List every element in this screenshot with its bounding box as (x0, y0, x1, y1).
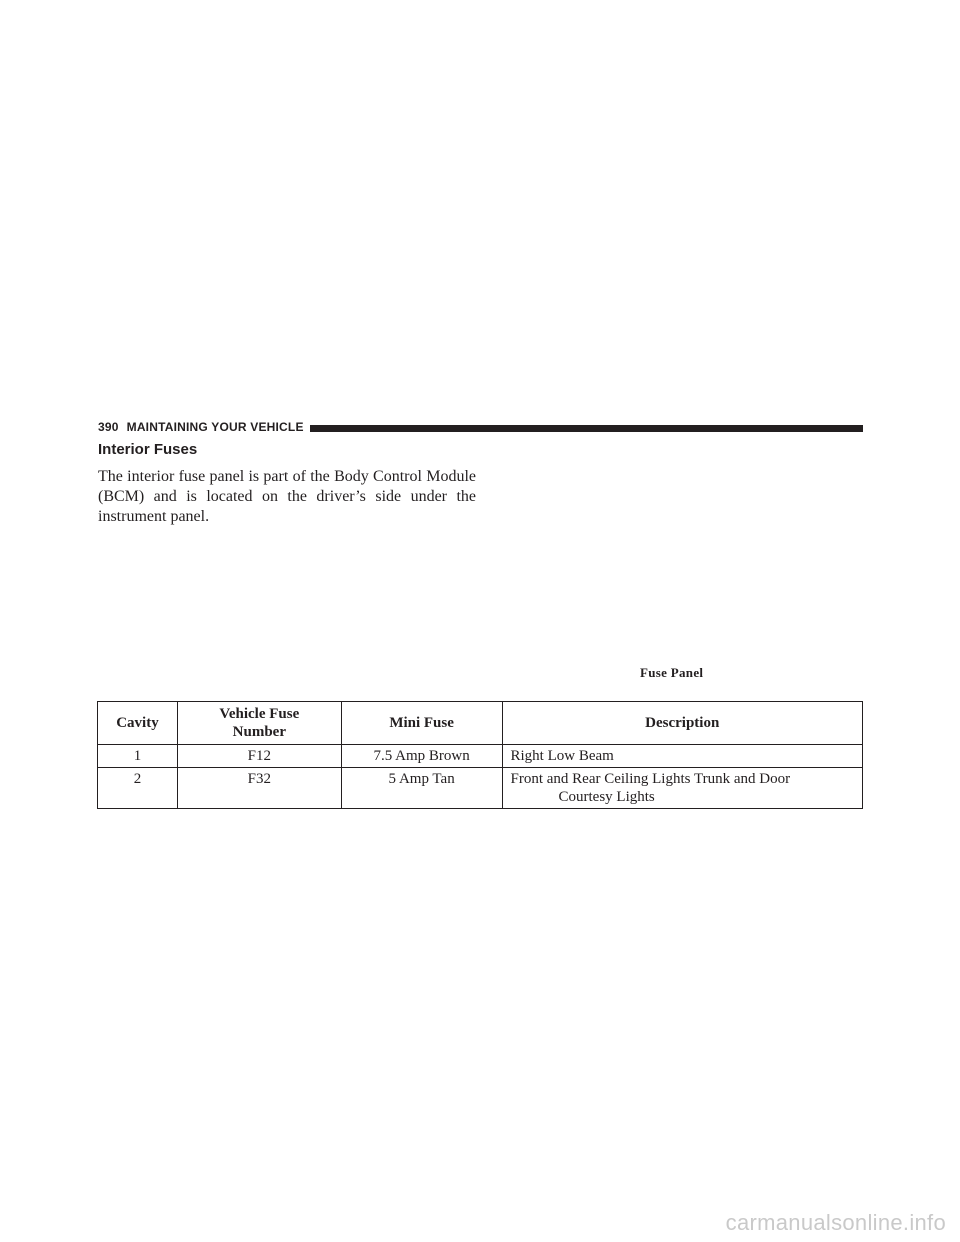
column-header-description: Description (502, 702, 863, 745)
section-title: MAINTAINING YOUR VEHICLE (126, 420, 304, 434)
header-rule (310, 425, 863, 432)
watermark: carmanualsonline.info (725, 1210, 946, 1235)
fuse-panel-figure (500, 440, 863, 660)
column-header-vehicle-fuse-line2: Number (232, 724, 286, 740)
cell-description-line2: Courtesy Lights (558, 789, 655, 805)
cell-description-line1: Front and Rear Ceiling Lights Trunk and Door (510, 771, 791, 787)
table-row (98, 768, 863, 809)
column-header-mini-fuse: Mini Fuse (341, 702, 502, 745)
figure-caption: Fuse Panel (640, 665, 704, 680)
cell-description (502, 745, 863, 768)
table-header-row (98, 702, 863, 745)
cell-mini-fuse: 7.5 Amp Brown (341, 745, 502, 768)
cell-mini-fuse: 5 Amp Tan (341, 768, 502, 809)
column-header-cavity: Cavity (98, 702, 178, 745)
cell-cavity: 1 (98, 745, 178, 768)
cell-description (502, 768, 863, 809)
cell-cavity: 2 (98, 768, 178, 809)
cell-vehicle-fuse: F32 (177, 768, 341, 809)
cell-description-line1: Right Low Beam (510, 748, 614, 764)
fuse-table (97, 701, 863, 809)
column-header-vehicle-fuse (177, 702, 341, 745)
column-header-vehicle-fuse-line1: Vehicle Fuse (219, 706, 300, 722)
intro-paragraph: The interior fuse panel is part of the Body Control Module (BCM) and is located on the driver’s side under the instrument panel. (98, 468, 476, 525)
page-number: 390 (98, 420, 119, 434)
table-row (98, 745, 863, 768)
page-heading: Interior Fuses (98, 441, 198, 458)
page-header (98, 419, 863, 435)
cell-vehicle-fuse: F12 (177, 745, 341, 768)
